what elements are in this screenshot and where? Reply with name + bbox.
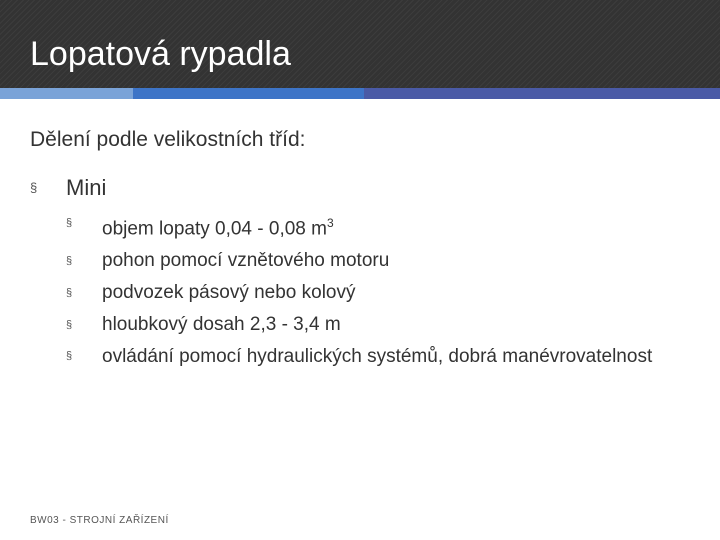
accent-stripe-dark <box>364 88 720 99</box>
superscript-exponent: 3 <box>326 216 334 230</box>
list-item-text: hloubkový dosah 2,3 - 3,4 m <box>102 314 341 336</box>
list-item-text: objem lopaty 0,04 - 0,08 m <box>102 218 327 240</box>
accent-stripe-light <box>0 88 133 99</box>
list-item-text: pohon pomocí vznětového motoru <box>102 250 390 272</box>
slide-subtitle: Dělení podle velikostních tříd: <box>30 128 306 151</box>
bullet-label: Mini <box>66 175 107 200</box>
list-item <box>66 341 686 370</box>
list-item-text: ovládání pomocí hydraulických systémů, dobrá manévrovatelnost <box>102 346 653 368</box>
list-item <box>66 245 686 277</box>
square-bullet-icon: § <box>66 255 73 268</box>
square-bullet-icon: § <box>30 180 38 195</box>
list-item-text: podvozek pásový nebo kolový <box>102 282 356 304</box>
square-bullet-icon: § <box>66 319 73 332</box>
list-item <box>66 207 686 245</box>
slide-footer: BW03 - STROJNÍ ZAŘÍZENÍ <box>30 515 169 526</box>
list-item <box>66 277 686 309</box>
accent-stripe-mid <box>133 88 364 99</box>
bullet-list-level2 <box>66 207 686 370</box>
title-bar <box>0 0 720 88</box>
square-bullet-icon: § <box>66 287 73 300</box>
square-bullet-icon: § <box>66 350 73 363</box>
list-item <box>66 309 686 341</box>
slide-title: Lopatová rypadla <box>30 35 291 73</box>
square-bullet-icon: § <box>66 217 73 229</box>
